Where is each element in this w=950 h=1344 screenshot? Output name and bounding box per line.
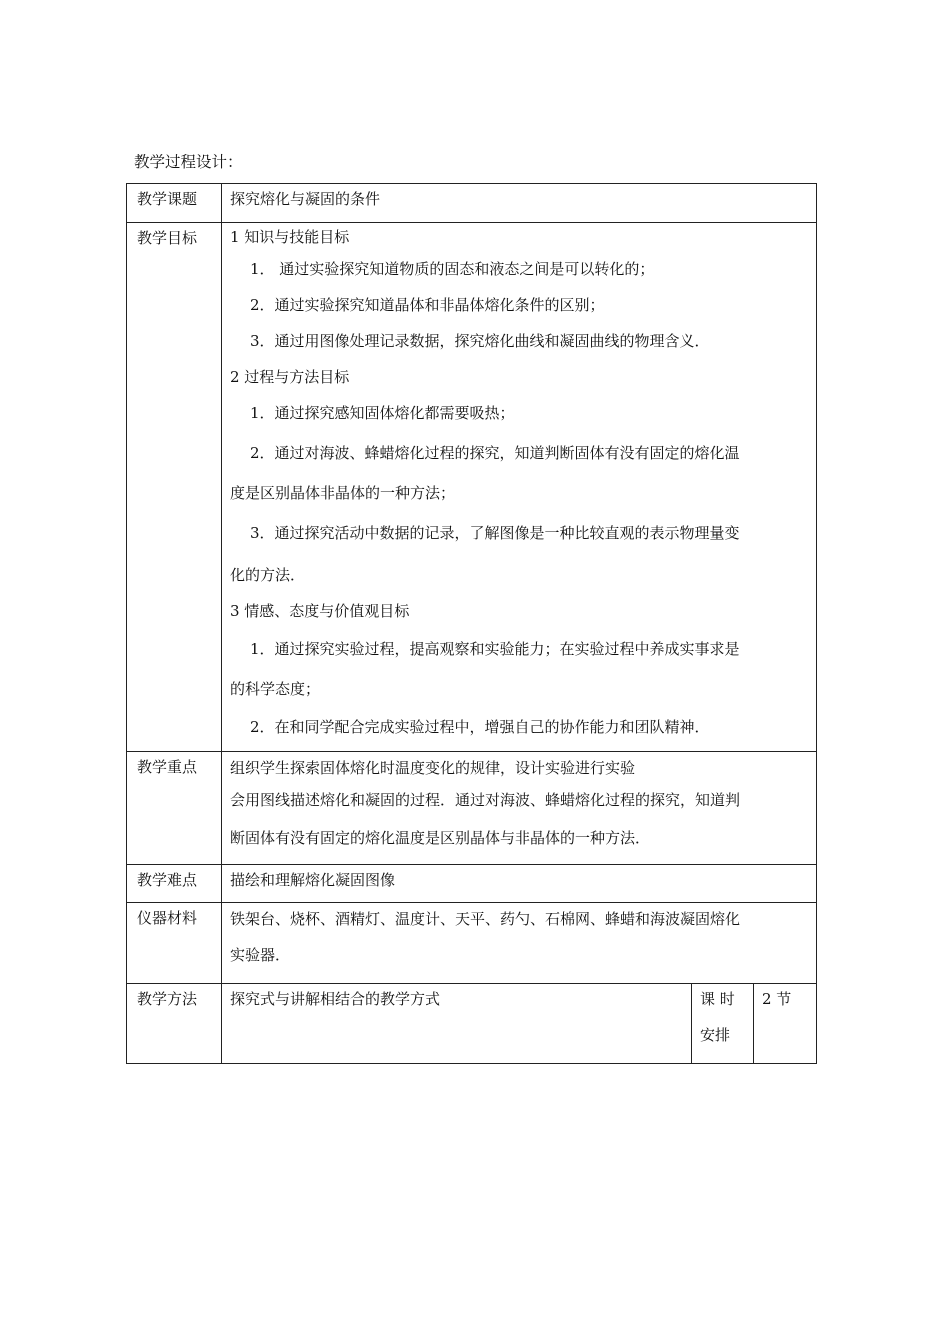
goal-1-3: 3．通过用图像处理记录数据，探究熔化曲线和凝固曲线的物理含义． [250,332,710,350]
materials-content [222,903,817,984]
period-label-cell [692,984,754,1064]
page-heading: 教学过程设计： [134,153,243,171]
key-content [222,752,817,865]
row-key-points [127,752,817,865]
goal-section-1-title: 1 知识与技能目标 [230,228,350,246]
goal-2-3b: 化的方法． [230,566,306,584]
goal-2-3a: 3．通过探究活动中数据的记录，了解图像是一种比较直观的表示物理量变 [250,524,740,542]
method-text: 探究式与讲解相结合的教学方式 [230,990,441,1008]
materials-line-1: 铁架台、烧杯、酒精灯、温度计、天平、药勺、石棉网、蜂蜡和海波凝固熔化 [230,910,741,928]
method-content [222,984,692,1064]
row-difficulty [127,865,817,903]
method-label: 教学方法 [127,984,222,1064]
period-value: 2 节 [762,990,792,1008]
key-line-1: 组织学生探索固体熔化时温度变化的规律，设计实验进行实验 [230,759,636,777]
goal-3-2: 2．在和同学配合完成实验过程中，增强自己的协作能力和团队精神． [250,718,710,736]
topic-value [222,184,817,223]
goal-1-1: 1． 通过实验探究知道物质的固态和液态之间是可以转化的； [250,260,655,278]
period-label-1: 课 时 [700,990,735,1008]
goal-2-2b: 度是区别晶体非晶体的一种方法； [230,484,456,502]
period-value-cell [754,984,817,1064]
goal-2-1: 1．通过探究感知固体熔化都需要吸热； [250,404,515,422]
goals-label: 教学目标 [127,223,222,752]
difficulty-text: 描绘和理解熔化凝固图像 [230,871,396,889]
period-label-2: 安排 [700,1026,731,1044]
row-materials [127,903,817,984]
goal-section-2-title: 2 过程与方法目标 [230,368,350,386]
goal-section-3-title: 3 情感、态度与价值观目标 [230,602,410,620]
goal-3-1b: 的科学态度； [230,680,321,698]
materials-label: 仪器材料 [127,903,222,984]
lesson-plan-table [126,183,817,1064]
goal-3-1a: 1．通过探究实验过程，提高观察和实验能力；在实验过程中养成实事求是 [250,640,740,658]
goal-2-2a: 2．通过对海波、蜂蜡熔化过程的探究，知道判断固体有没有固定的熔化温 [250,444,740,462]
materials-line-2: 实验器． [230,946,291,964]
key-line-2: 会用图线描述熔化和凝固的过程．通过对海波、蜂蜡熔化过程的探究，知道判 [230,791,741,809]
difficulty-content [222,865,817,903]
topic-label: 教学课题 [127,184,222,223]
key-label: 教学重点 [127,752,222,865]
difficulty-label: 教学难点 [127,865,222,903]
goals-content [222,223,817,752]
row-goals [127,223,817,752]
row-topic [127,184,817,223]
row-method [127,984,817,1064]
topic-text: 探究熔化与凝固的条件 [230,190,381,208]
goal-1-2: 2．通过实验探究知道晶体和非晶体熔化条件的区别； [250,296,605,314]
key-line-3: 断固体有没有固定的熔化温度是区别晶体与非晶体的一种方法． [230,829,651,847]
